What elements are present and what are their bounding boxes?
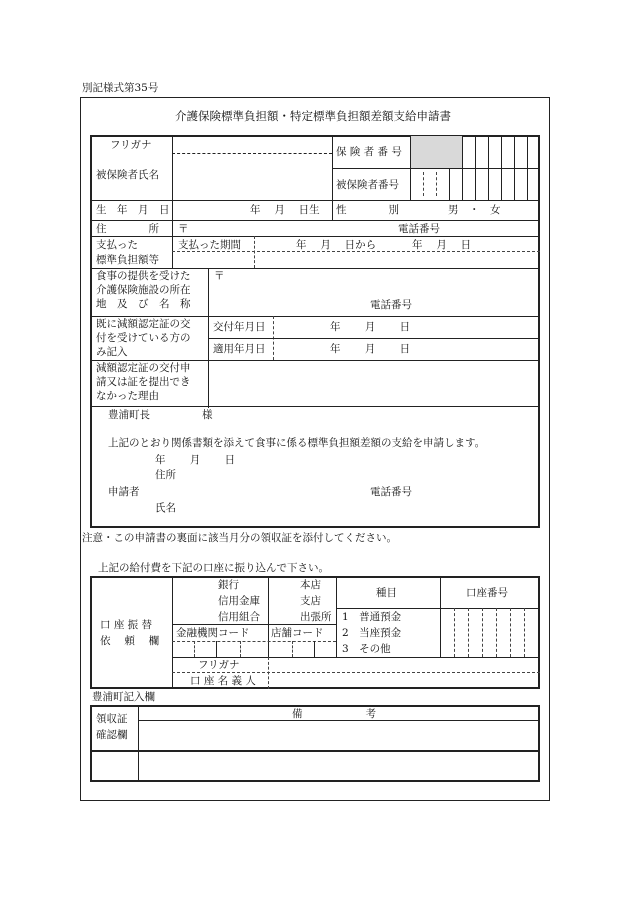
page-outer-border xyxy=(80,97,550,801)
reason-label-2: 請又は証を提出でき xyxy=(96,376,191,388)
form-number: 別記様式第35号 xyxy=(82,82,159,94)
account-number-label: 口座番号 xyxy=(466,587,508,599)
cert-label-1: 既に減額認定証の交 xyxy=(96,318,191,330)
reason-label-3: なかった理由 xyxy=(96,390,159,402)
facility-postal-mark: 〒 xyxy=(214,270,225,282)
type-option-1: 1 普通預金 xyxy=(342,611,402,623)
type-option-3: 3 その他 xyxy=(342,643,391,655)
account-holder-label: 口 座 名 義 人 xyxy=(190,675,256,687)
period-from: 年 月 日から xyxy=(296,239,377,251)
account-furigana-label: フリガナ xyxy=(198,659,240,671)
receipt-label-1: 領収証 xyxy=(96,713,128,725)
paid-label-2: 標準負担額等 xyxy=(96,254,159,266)
mayor-label: 豊浦町長 xyxy=(108,409,150,421)
account-type-label: 種目 xyxy=(376,587,397,599)
issue-date-value: 年 月 日 xyxy=(330,321,411,333)
cert-label-3: み記入 xyxy=(96,346,128,358)
paid-label-1: 支払った xyxy=(96,239,138,251)
applicant-label: 申請者 xyxy=(108,486,140,498)
insured-number-label: 被保険者番号 xyxy=(336,179,399,191)
page-title: 介護保険標準負担額・特定標準負担額差額支給申請書 xyxy=(175,109,451,123)
insured-name-label: 被保険者氏名 xyxy=(96,169,159,181)
bank-code-label: 金融機関コード xyxy=(176,627,250,639)
facility-label-2: 介護保険施設の所在 xyxy=(96,284,191,296)
town-section-label: 豊浦町記入欄 xyxy=(92,691,155,703)
branch-label-1: 本店 xyxy=(300,579,321,591)
phone-label: 電話番号 xyxy=(398,223,440,235)
postal-mark: 〒 xyxy=(178,223,189,235)
facility-label-3: 地 及 び 名 称 xyxy=(96,298,191,310)
issue-date-label: 交付年月日 xyxy=(213,321,266,333)
applicant-address-label: 住所 xyxy=(155,469,176,481)
transfer-intro: 上記の給付費を下記の口座に振り込んで下さい。 xyxy=(98,562,329,574)
paid-period-label: 支払った期間 xyxy=(178,239,241,251)
insurer-number-label: 保 険 者 番 号 xyxy=(336,146,402,158)
receipt-label-2: 確認欄 xyxy=(96,729,128,741)
facility-label-1: 食事の提供を受けた xyxy=(96,270,191,282)
bank-label-1: 銀行 xyxy=(218,579,239,591)
transfer-label-2: 依 頼 欄 xyxy=(100,635,160,647)
branch-label-2: 支店 xyxy=(300,595,321,607)
note-text: 注意・この申請書の裏面に該当月分の領収証を添付してください。 xyxy=(82,532,397,544)
branch-label-3: 出張所 xyxy=(300,611,332,623)
dob-label: 生 年 月 日 xyxy=(96,204,170,216)
facility-phone-label: 電話番号 xyxy=(370,299,412,311)
transfer-label-1: 口 座 振 替 xyxy=(100,619,153,631)
applicant-name-label: 氏名 xyxy=(155,502,176,514)
statement-text: 上記のとおり関係書類を添えて食事に係る標準負担額差額の支給を申請します。 xyxy=(108,437,486,449)
period-to: 年 月 日 xyxy=(412,239,472,251)
bank-label-2: 信用金庫 xyxy=(218,595,260,607)
sex-value: 男 ・ 女 xyxy=(448,204,501,216)
cert-label-2: 付を受けている方の xyxy=(96,332,191,344)
dob-value: 年 月 日生 xyxy=(250,204,320,216)
sama-label: 様 xyxy=(202,409,213,421)
type-option-2: 2 当座預金 xyxy=(342,627,402,639)
furigana-label: フリガナ xyxy=(110,139,152,151)
apply-date-value: 年 月 日 xyxy=(330,343,411,355)
date-line: 年 月 日 xyxy=(155,454,236,466)
bank-label-3: 信用組合 xyxy=(218,611,260,623)
remarks-label: 備 考 xyxy=(292,708,376,720)
reason-label-1: 減額認定証の交付申 xyxy=(96,362,191,374)
apply-date-label: 適用年月日 xyxy=(213,343,266,355)
sex-label: 性 別 xyxy=(336,204,399,216)
applicant-phone-label: 電話番号 xyxy=(370,486,412,498)
branch-code-label: 店舗コード xyxy=(271,627,324,639)
address-label: 住 所 xyxy=(96,223,159,235)
